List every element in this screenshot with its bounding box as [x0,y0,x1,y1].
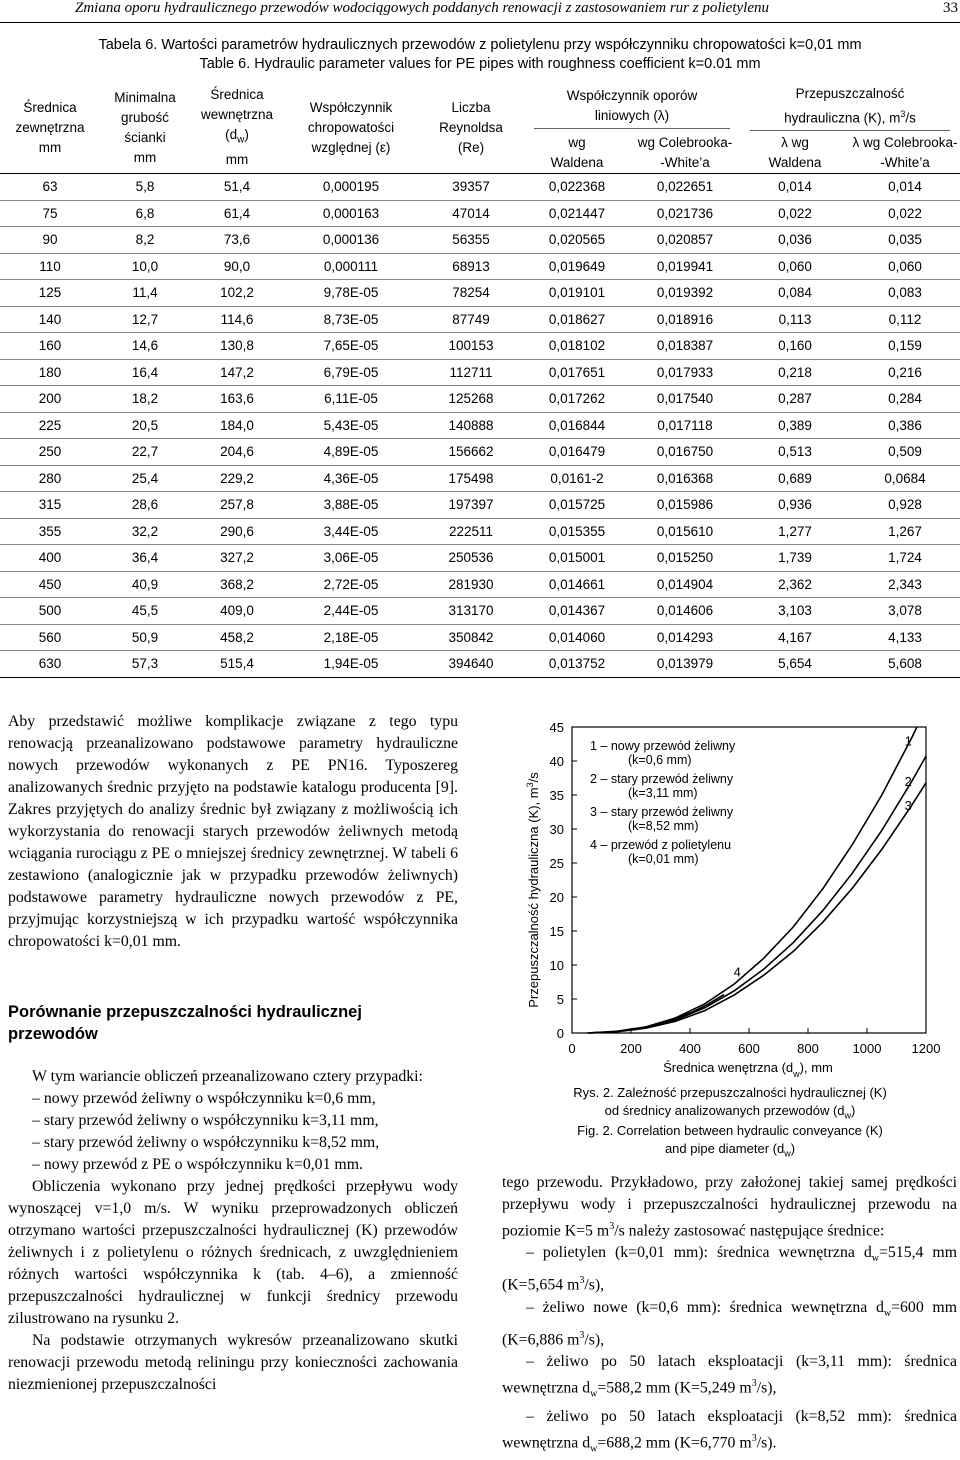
table-cell: 75 [0,200,100,227]
table-cell: 0,389 [740,412,850,439]
table-cell: 0,689 [740,465,850,492]
conclusion-paragraph: Na podstawie otrzymanych wykresów przeanalizowano skutki renowacji przewodu metodą reliningu przy konieczności zachowania niezmienionej przepuszczalności [8,1332,458,1393]
table-row [0,333,960,360]
left-section-text [8,1066,458,1396]
table-cell: 350842 [418,624,524,651]
table-cell: 0,060 [740,253,850,280]
table-cell: 0,016479 [524,439,630,466]
table-cell: 229,2 [190,465,284,492]
table-cell: 0,287 [740,386,850,413]
table-cell: 11,4 [100,280,190,307]
table-cell: 500 [0,598,100,625]
table-cell: 125 [0,280,100,307]
table-cell: 0,017933 [630,359,740,386]
table-cell: 0,013752 [524,651,630,678]
table-cell: 204,6 [190,439,284,466]
table-cell: 0,513 [740,439,850,466]
table-cell: 409,0 [190,598,284,625]
table-cell: 0,159 [850,333,960,360]
header-loss-waldena: wg Waldena [524,133,630,174]
table-cell: 2,72E-05 [284,571,418,598]
table-cell: 0,021736 [630,200,740,227]
table-cell: 394640 [418,651,524,678]
header-outer-diameter: Średnica zewnętrzna mm [0,82,100,174]
table-cell: 222511 [418,518,524,545]
table-cell: 0,014 [740,174,850,201]
table-cell: 0,015001 [524,545,630,572]
legend-entry-detail: (k=0,01 mm) [628,852,699,866]
diameter-item: – żeliwo po 50 latach eksploatacji (k=3,11 mm): średnica wewnętrzna $d_w=588,2$ mm (K=5,249 $m^3/s$), [502,1353,957,1400]
table-row [0,412,960,439]
table-cell: 0,015725 [524,492,630,519]
table-cell: 2,362 [740,571,850,598]
table-cell: 5,608 [850,651,960,678]
table-cell: 50,9 [100,624,190,651]
table-cell: 32,2 [100,518,190,545]
header-roughness: Współczynnik chropowatości względnej (ε) [284,82,418,174]
header-inner-diameter: Średnica wewnętrzna $(d_w)$ mm [190,82,284,174]
table-cell: 0,060 [850,253,960,280]
table-row [0,306,960,333]
legend-entry-detail: (k=0,6 mm) [628,753,692,767]
table-row [0,651,960,678]
table-cell: 0,014 [850,174,960,201]
table-cell: 0,022651 [630,174,740,201]
table-cell: 0,015250 [630,545,740,572]
case-item: – stary przewód żeliwny o współczynniku k=8,52 mm, [32,1134,380,1151]
table-cell: 12,7 [100,306,190,333]
table-cell: 8,73E-05 [284,306,418,333]
table-row [0,174,960,201]
legend-entry: 1 – nowy przewód żeliwny [590,739,736,753]
table-cell: 0,035 [850,227,960,254]
table-cell: 125268 [418,386,524,413]
table-cell: 0,021447 [524,200,630,227]
table-cell: 0,019941 [630,253,740,280]
table-cell: 175498 [418,465,524,492]
table-cell: 36,4 [100,545,190,572]
header-loss-group: Współczynnik oporów liniowych (λ) [524,82,740,133]
table-cell: 56355 [418,227,524,254]
table-cell: 250 [0,439,100,466]
table-cell: 0,018916 [630,306,740,333]
table-cell: 0,036 [740,227,850,254]
table-cell: 4,36E-05 [284,465,418,492]
header-capacity-colebrook: λ wg Colebrooka- -White’a [850,133,960,174]
table-cell: 114,6 [190,306,284,333]
table-cell: 257,8 [190,492,284,519]
table-cell: 630 [0,651,100,678]
table-cell: 0,014060 [524,624,630,651]
table-cell: 0,018387 [630,333,740,360]
table-cell: 0,0161-2 [524,465,630,492]
table-cell: 130,8 [190,333,284,360]
table-cell: 1,267 [850,518,960,545]
table-cell: 0,018627 [524,306,630,333]
table-row [0,465,960,492]
table-row [0,518,960,545]
table-cell: 0,017540 [630,386,740,413]
table-cell: 20,5 [100,412,190,439]
case-item: – stary przewód żeliwny o współczynniku k=3,11 mm, [32,1112,379,1129]
table-cell: 197397 [418,492,524,519]
table-cell: 6,79E-05 [284,359,418,386]
table-cell: 0,017651 [524,359,630,386]
table-cell: 8,2 [100,227,190,254]
table-cell: 16,4 [100,359,190,386]
table-cell: 73,6 [190,227,284,254]
table-cell: 1,94E-05 [284,651,418,678]
header-wall-thickness: Minimalna grubość ścianki mm [100,82,190,174]
x-tick-label: 600 [738,1041,760,1056]
table-cell: 1,724 [850,545,960,572]
table-cell: 458,2 [190,624,284,651]
table-cell: 110 [0,253,100,280]
table-cell: 0,216 [850,359,960,386]
table-cell: 4,133 [850,624,960,651]
table-cell: 25,4 [100,465,190,492]
table-cell: 90,0 [190,253,284,280]
table-cell: 5,654 [740,651,850,678]
table-cell: 0,015986 [630,492,740,519]
table-body [0,174,960,678]
y-tick-label: 15 [549,924,564,939]
table-row [0,253,960,280]
y-tick-label: 30 [549,822,564,837]
table-cell: 0,000163 [284,200,418,227]
y-tick-label: 35 [549,788,564,803]
x-tick-label: 1200 [911,1041,941,1056]
series-label-1: 1 [904,733,912,749]
case-item: – nowy przewód z PE o współczynniku k=0,01 mm. [32,1156,363,1173]
table-cell: 0,112 [850,306,960,333]
table-caption-pl: Tabela 6. Wartości parametrów hydraulicznych przewodów z polietylenu przy współczynniku chropowatości k=0,01 mm [98,37,862,53]
table-cell: 0,019649 [524,253,630,280]
table-cell: 63 [0,174,100,201]
table-cell: 14,6 [100,333,190,360]
table-cell: 2,18E-05 [284,624,418,651]
table-cell: 225 [0,412,100,439]
diameter-item: – polietylen (k=0,01 mm): średnica wewnętrzna $d_w=515,4$ mm (K=5,654 $m^3/s$), [502,1244,957,1294]
table-cell: 280 [0,465,100,492]
table-cell: 0,014293 [630,624,740,651]
table-cell: 0,017118 [630,412,740,439]
table-cell: 0,015610 [630,518,740,545]
table-cell: 560 [0,624,100,651]
table-cell: 0,016750 [630,439,740,466]
x-tick-label: 200 [620,1041,642,1056]
table-cell: 140888 [418,412,524,439]
x-tick-label: 800 [797,1041,819,1056]
table-cell: 140 [0,306,100,333]
conveyance-chart [500,712,960,1082]
table-cell: 0,022 [740,200,850,227]
figure-caption-en: Fig. 2. Correlation between hydraulic conveyance (K) and pipe diameter $(d_w)$ [577,1123,883,1159]
table-cell: 39357 [418,174,524,201]
x-tick-label: 0 [568,1041,576,1056]
table-cell: 0,113 [740,306,850,333]
table-row [0,280,960,307]
figure-caption-pl: Rys. 2. Zależność przepuszczalności hydraulicznej (K) od średnicy analizowanych przewodów $(d_w)$ [573,1085,887,1121]
table-cell: 368,2 [190,571,284,598]
y-tick-label: 10 [549,958,564,973]
parameters-table [0,82,960,678]
table-cell: 0,284 [850,386,960,413]
table-cell: 4,167 [740,624,850,651]
y-tick-label: 0 [556,1026,564,1041]
table-cell: 102,2 [190,280,284,307]
y-tick-label: 25 [549,856,564,871]
table-cell: 2,343 [850,571,960,598]
table-cell: 163,6 [190,386,284,413]
table-caption-en: Table 6. Hydraulic parameter values for PE pipes with roughness coefficient k=0.01 mm [199,56,761,72]
table-cell: 3,103 [740,598,850,625]
table-cell: 5,43E-05 [284,412,418,439]
table-cell: 112711 [418,359,524,386]
table-row [0,598,960,625]
header-capacity-waldena: λ wg Waldena [740,133,850,174]
table-cell: 0,160 [740,333,850,360]
table-cell: 0,928 [850,492,960,519]
table-cell: 0,0684 [850,465,960,492]
running-header [0,0,960,23]
table-row [0,492,960,519]
table-cell: 3,88E-05 [284,492,418,519]
table-cell: 0,509 [850,439,960,466]
table-cell: 1,739 [740,545,850,572]
table-row [0,227,960,254]
table-row [0,386,960,413]
table-cell: 0,016844 [524,412,630,439]
legend-entry-detail: (k=3,11 mm) [628,786,698,800]
table-cell: 200 [0,386,100,413]
table-cell: 3,078 [850,598,960,625]
diameter-item: – żeliwo po 50 latach eksploatacji (k=8,52 mm): średnica wewnętrzna $d_w=688,2$ mm (K=6,770 $m^3/s$). [502,1407,957,1454]
table-cell: 0,016368 [630,465,740,492]
table-cell: 0,014606 [630,598,740,625]
table-cell: 184,0 [190,412,284,439]
legend-entry: 4 – przewód z polietylenu [590,838,732,852]
table-cell: 0,000195 [284,174,418,201]
table-row [0,624,960,651]
table-cell: 28,6 [100,492,190,519]
table-cell: 1,277 [740,518,850,545]
table-row [0,359,960,386]
table-cell: 3,44E-05 [284,518,418,545]
y-tick-label: 45 [549,720,564,735]
calc-paragraph: Obliczenia wykonano przy jednej prędkości przepływu wody wynoszącej v=1,0 m/s. W wyniku przeprowadzonych obliczeń otrzymano wartości przepuszczalności hydraulicznej (K) przewodów żeliwnych i z polietylenu o różnych średnicach, z uwzględnieniem różnych wartości współczynnika k (tab. 4–6), a zmienność przepuszczalności hydraulicznej w funkcji średnicy przewodu zilustrowano na rysunku 2. [8,1178,458,1327]
table-cell: 4,89E-05 [284,439,418,466]
table-cell: 10,0 [100,253,190,280]
table-cell: 0,218 [740,359,850,386]
table-cell: 0,022368 [524,174,630,201]
table-row [0,200,960,227]
x-tick-label: 1000 [852,1041,882,1056]
x-tick-label: 400 [679,1041,701,1056]
table-cell: 313170 [418,598,524,625]
table-cell: 290,6 [190,518,284,545]
table-cell: 3,06E-05 [284,545,418,572]
table-cell: 0,014367 [524,598,630,625]
series-label-4: 4 [733,964,741,980]
table-cell: 250536 [418,545,524,572]
table-cell: 9,78E-05 [284,280,418,307]
table-cell: 180 [0,359,100,386]
table-cell: 6,8 [100,200,190,227]
table-cell: 450 [0,571,100,598]
case-item: – nowy przewód żeliwny o współczynniku k=0,6 mm, [32,1090,376,1107]
series-label-2: 2 [904,774,912,790]
table-cell: 0,000136 [284,227,418,254]
table-cell: 51,4 [190,174,284,201]
header-capacity-group: Przepuszczalność hydrauliczna (K), $m^3/s$ [740,82,960,133]
left-intro-paragraph: Aby przedstawić możliwe komplikacje związane z tego typu renowacją przeanalizowano podstawowe parametry hydrauliczne nowych przewodów wykonanych z PE PN16. Typoszereg analizowanych średnic przyjęto na podstawie katalogu producenta [9]. Zakres przyjętych do analizy średnic był związany z możliwością ich wykorzystania do renowacji starych przewodów żeliwnych metodą wciągania rurociągu z PE o mniejszej średnicy zewnętrznej. W tabeli 6 zestawiono (analogicznie jak w przypadku przewodów żeliwnych) podstawowe parametry hydrauliczne nowych przewodów z PE, przyjmując korzystniejszą w ich przypadku wartość współczynnika chropowatości k=0,01 mm. [8,713,458,950]
table-cell: 400 [0,545,100,572]
table-cell: 0,020857 [630,227,740,254]
table-cell: 355 [0,518,100,545]
table-cell: 327,2 [190,545,284,572]
table-cell: 57,3 [100,651,190,678]
table-cell: 22,7 [100,439,190,466]
table-cell: 87749 [418,306,524,333]
table-cell: 0,018102 [524,333,630,360]
series-line-4 [587,995,724,1033]
cases-intro: W tym wariancie obliczeń przeanalizowano cztery przypadki: [32,1068,423,1085]
table-cell: 515,4 [190,651,284,678]
table-cell: 0,083 [850,280,960,307]
table-cell: 0,014661 [524,571,630,598]
table-cell: 0,014904 [630,571,740,598]
header-loss-colebrook: wg Colebrooka- -White’a [630,133,740,174]
table-cell: 0,017262 [524,386,630,413]
series-label-3: 3 [904,797,912,813]
table-cell: 315 [0,492,100,519]
y-tick-label: 5 [556,992,564,1007]
table-row [0,545,960,572]
table-cell: 0,936 [740,492,850,519]
table-cell: 0,084 [740,280,850,307]
y-tick-label: 20 [549,890,564,905]
table-cell: 45,5 [100,598,190,625]
table-cell: 0,022 [850,200,960,227]
right-text [502,1172,957,1460]
table-cell: 0,386 [850,412,960,439]
table-cell: 100153 [418,333,524,360]
table-cell: 0,015355 [524,518,630,545]
legend-entry: 2 – stary przewód żeliwny [590,772,734,786]
table-cell: 61,4 [190,200,284,227]
table-cell: 0,013979 [630,651,740,678]
right-paragraph: tego przewodu. Przykładowo, przy założonej takiej samej prędkości przepływu wody i przepuszczalności hydraulicznej przewodu na poziomie K=5 $m^3/s$ należy zastosować następujące średnice: [502,1174,957,1240]
table-cell: 147,2 [190,359,284,386]
table-row [0,571,960,598]
running-header-title: Zmiana oporu hydraulicznego przewodów wodociągowych poddanych renowacji z zastosowaniem rur z polietylenu [75,0,769,16]
table-cell: 281930 [418,571,524,598]
table-cell: 40,9 [100,571,190,598]
table-cell: 7,65E-05 [284,333,418,360]
table-cell: 68913 [418,253,524,280]
table-cell: 156662 [418,439,524,466]
table-row [0,439,960,466]
table-cell: 47014 [418,200,524,227]
diameter-item: – żeliwo nowe (k=0,6 mm): średnica wewnętrzna $d_w=600$ mm (K=6,886 $m^3/s$), [502,1298,957,1349]
legend-entry-detail: (k=8,52 mm) [628,819,699,833]
table-cell: 6,11E-05 [284,386,418,413]
table-cell: 0,020565 [524,227,630,254]
table-cell: 0,019101 [524,280,630,307]
table-cell: 2,44E-05 [284,598,418,625]
table-cell: 0,000111 [284,253,418,280]
section-title: Porównanie przepuszczalności hydraulicznej przewodów [8,1003,362,1043]
x-axis-label: Średnica wenętrzna $(d_w)$, mm [663,1060,833,1079]
y-tick-label: 40 [549,754,564,769]
legend-entry: 3 – stary przewód żeliwny [590,805,734,819]
table-cell: 160 [0,333,100,360]
table-cell: 90 [0,227,100,254]
table-cell: 18,2 [100,386,190,413]
table-cell: 5,8 [100,174,190,201]
page-number: 33 [943,0,958,16]
table-cell: 0,019392 [630,280,740,307]
y-axis-label: Przepuszczalność hydrauliczna (K), $m^3/s$ [525,772,541,1008]
header-reynolds: Liczba Reynoldsa (Re) [418,82,524,174]
table-cell: 78254 [418,280,524,307]
